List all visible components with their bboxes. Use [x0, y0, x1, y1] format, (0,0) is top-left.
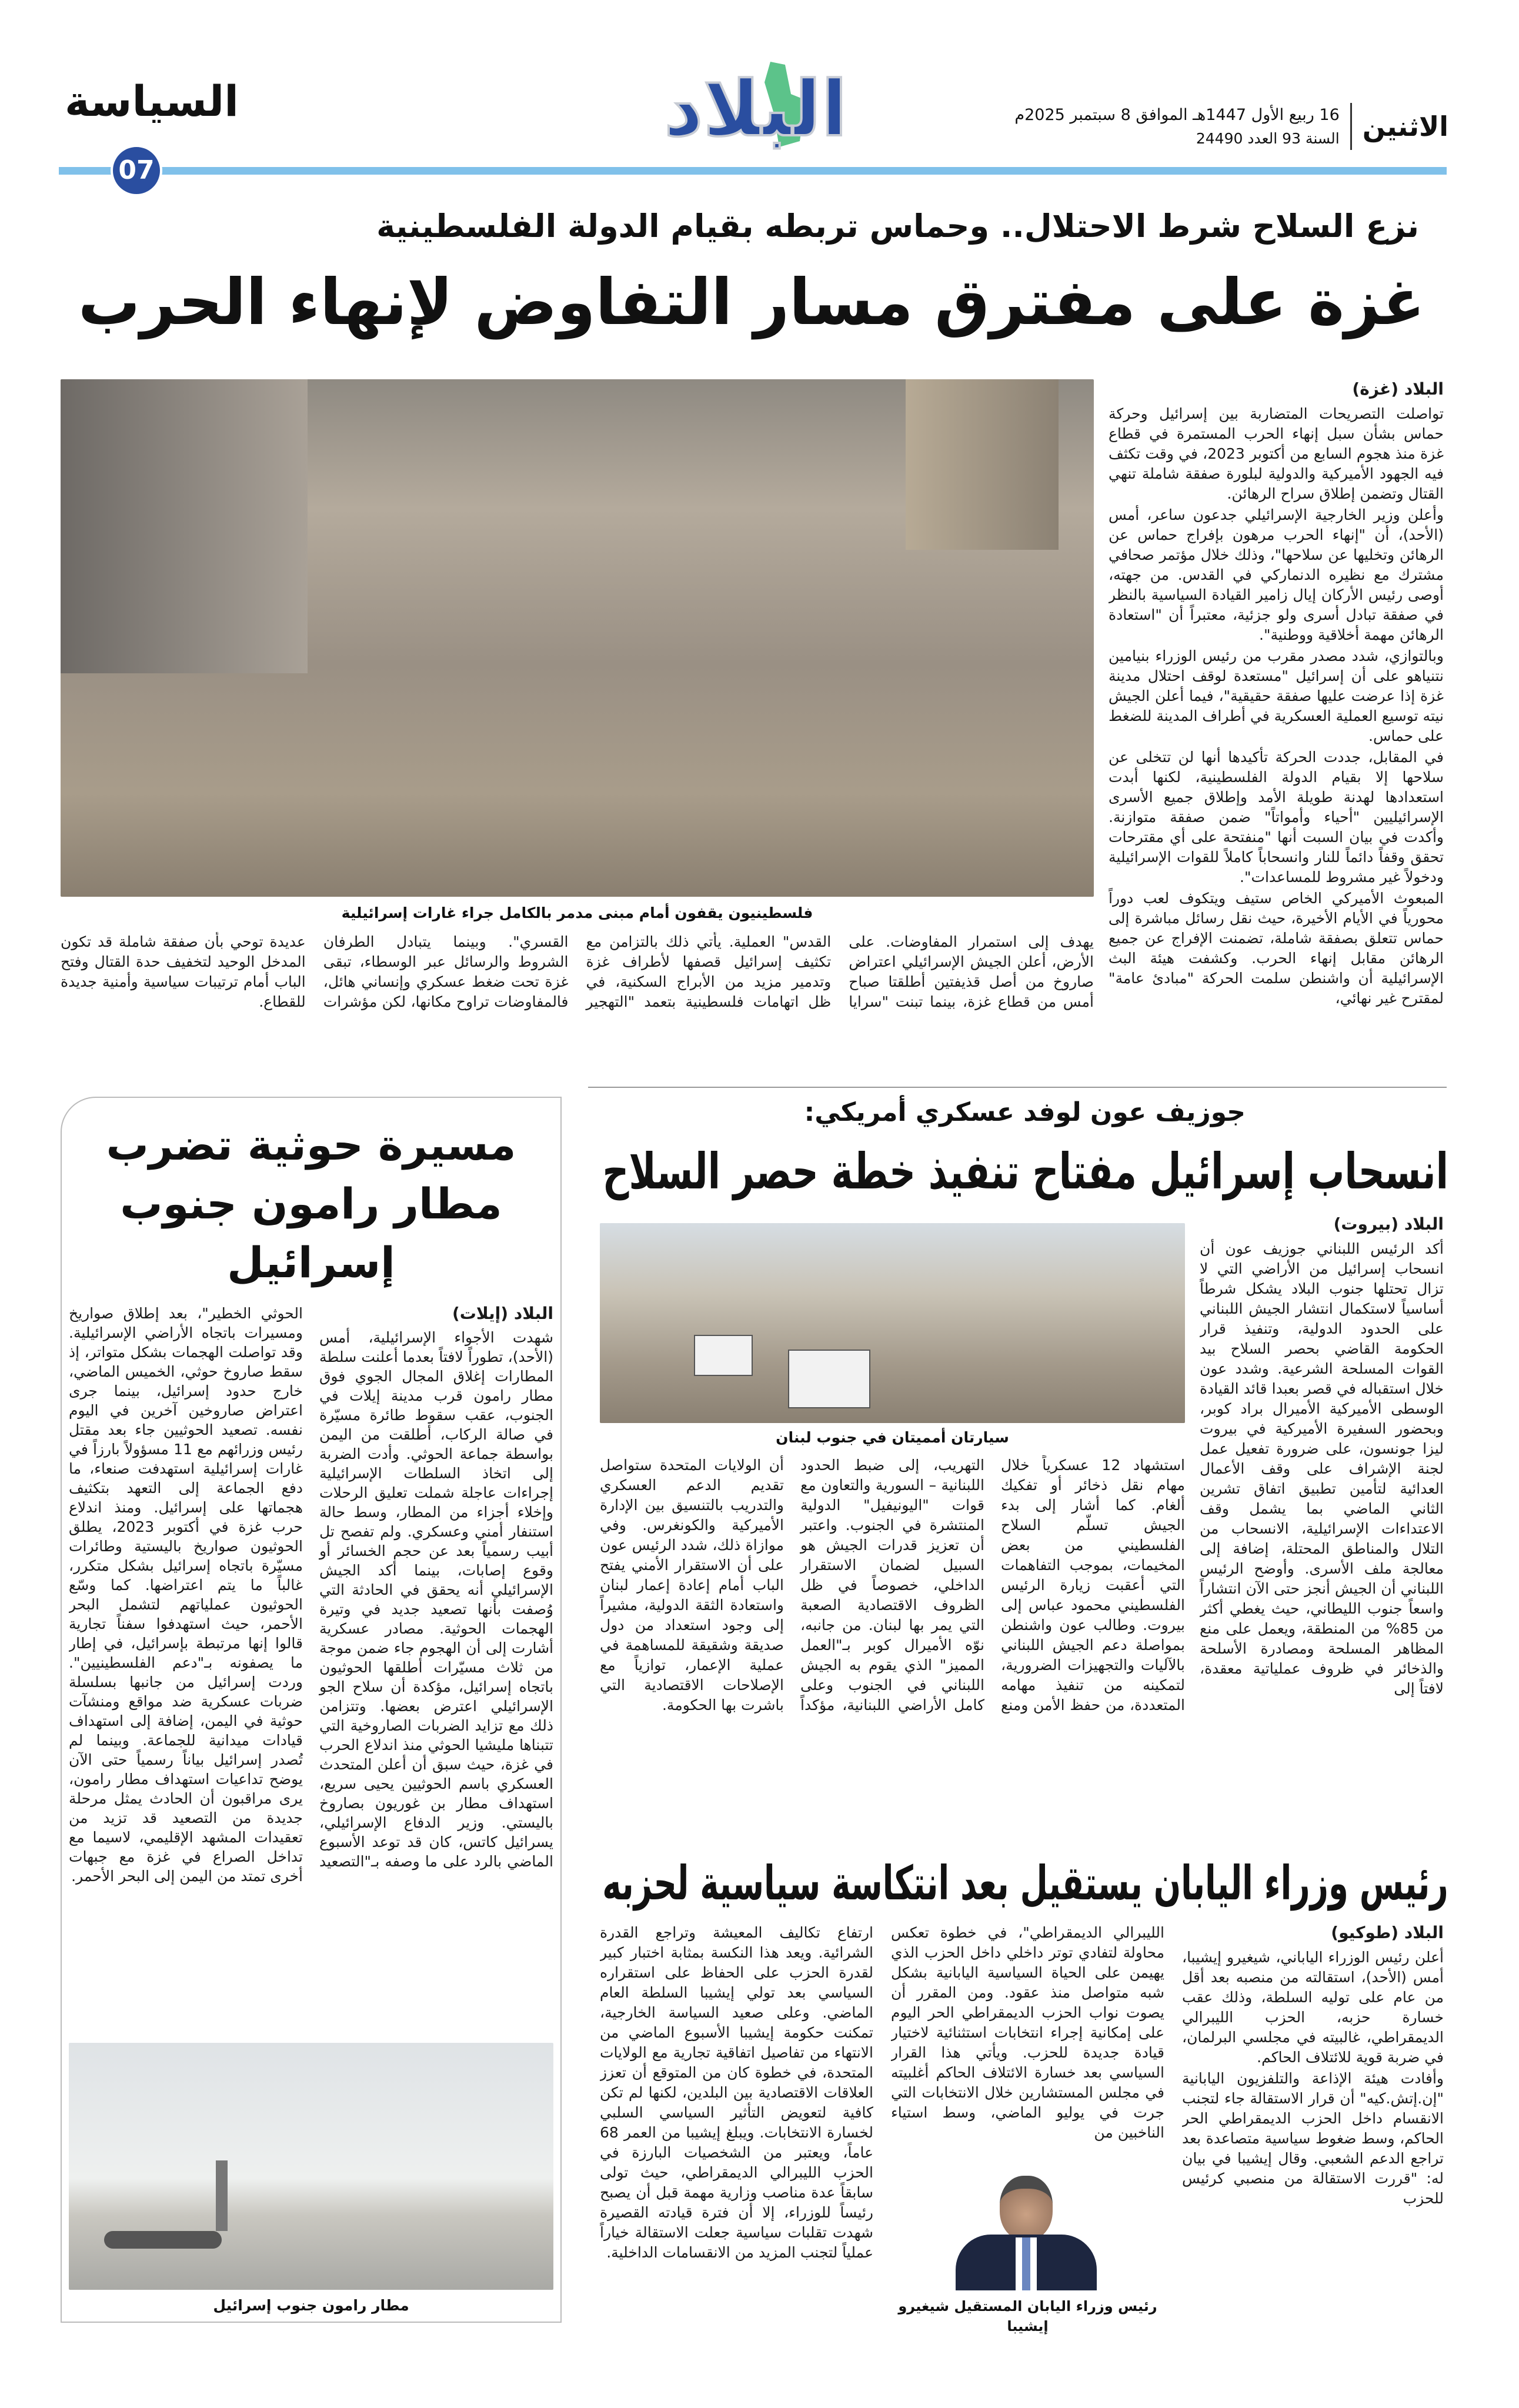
paragraph: وأعلن وزير الخارجية الإسرائيلي جدعون ساعر، أمس (الأحد)، أن "إنهاء الحرب مرهون بإفراج حماس عن الرهائن وتخليها عن سلاحها"، وذلك خلال مؤتمر صحافي مشترك مع نظيره الدنماركي في القدس. من جهته، أوصى رئيس الأركان إيال زامير القيادة السياسية بالنظر في صفقة تبادل أسرى ولو جزئية، معتبراً أن "استعادة الرهائن مهمة أخلاقية ووطنية". [1109, 506, 1444, 643]
gaza-kicker [82, 206, 1419, 247]
lebanon-headline-text: انسحاب إسرائيل مفتاح تنفيذ خطة حصر السلاح [602, 1143, 1448, 1200]
shirt-tie [1016, 2237, 1037, 2290]
ishiba-photo [891, 2176, 1164, 2290]
issue-info [1014, 103, 1448, 150]
paragraph: وبالتوازي، شدد مصدر مقرب من رئيس الوزراء بنيامين نتنياهو على أن إسرائيل "مستعدة لوقف احتلال مدينة غزة إذا عرضت عليها صفقة حقيقية"، فيما أعلن الجيش نيته توسيع العملية العسكرية في أطراف المدينة للضغط على حماس. [1109, 647, 1444, 744]
lebanon-byline: البلاد (بيروت) [1333, 1214, 1444, 1234]
lebanon-kicker: جوزيف عون لوفد عسكري أمريكي: [804, 1097, 1246, 1127]
houthi-byline: البلاد (إيلات) [452, 1304, 553, 1323]
page-number: 07 [118, 155, 155, 185]
lebanon-article-body [1200, 1214, 1444, 1835]
header-rule [59, 167, 1447, 175]
control-tower [216, 2160, 228, 2231]
lebanon-text: أكد الرئيس اللبناني جوزيف عون أن انسحاب إسرائيل من الأراضي التي لا تزال تحتلها جنوب البلاد يشكل شرطاً أساسياً لاستكمال انتشار الجيش اللبناني على الحدود الدولية، وتنفيذ قرار الحكومة القاضي بحصر السلاح بيد القوات المسلحة الشرعية. وشدد عون خلال استقباله في قصر بعبدا قائد القيادة الوسطى الأميركية الأميرال براد كوبر، وبحضور السفيرة الأميركية في بيروت ليزا جونسون، على ضرورة تفعيل عمل لجنة الإشراف على وقف الأعمال العدائية لتأمين تطبيق اتفاق تشرين الثاني الماضي بما يشمل وقف الاعتداءات الإسرائيلية، الانسحاب من التلال والمناطق المحتلة، إضافة إلى معالجة ملف الأسرى. وأوضح الرئيس اللبناني أن الجيش أنجز حتى الآن انتشاراً واسعاً جنوب الليطاني، حيث يغطي أكثر من 85% من المنطقة، ويعمل على منع المظاهر المسلحة ومصادرة الأسلحة والذخائر في ظروف عملياتية معقدة، لافتاً إلى [1200, 1240, 1444, 1697]
section-title: السياسة [65, 76, 239, 126]
gaza-rubble-photo [61, 379, 1094, 897]
aircraft [104, 2231, 222, 2249]
section-divider [588, 1087, 1447, 1088]
houthi-text: شهدت الأجواء الإسرائيلية، أمس (الأحد)، تطوراً لافتاً بعدما أعلنت سلطة المطارات إغلاق المجال الجوي فوق مطار رامون قرب مدينة إيلات في الجنوب، عقب سقوط طائرة مسيّرة في صالة الركاب، أطلقت من اليمن بواسطة جماعة الحوثي. وأدت الضربة إلى اتخاذ السلطات الإسرائيلية إجراءات عاجلة شملت تعليق الرحلات وإخلاء أجزاء من المطار، وسط حالة استنفار أمني وعسكري. ولم تفصح تل أبيب رسمياً بعد عن حجم الخسائر أو وقوع إصابات، بينما أكد الجيش الإسرائيلي أنه يحقق في الحادثة التي وُصفت بأنها تصعيد جديد في وتيرة الهجمات الحوثية. مصادر عسكرية أشارت إلى أن الهجوم جاء ضمن موجة من ثلاث مسيّرات أطلقها الحوثيون باتجاه إسرائيل، مؤكدة أن سلاح الجو الإسرائيلي اعترض بعضها. وتتزامن ذلك مع تزايد الضربات الصاروخية التي تتبناها مليشيا الحوثي منذ اندلاع الحرب في غزة، حيث سبق أن أعلن المتحدث العسكري باسم الحوثيين يحيى سريع، استهداف مطار بن غوريون بصاروخ باليستي. وزير الدفاع الإسرائيلي، يسرائيل كاتس، كان قد توعد الأسبوع الماضي بالرد على ما وصفه بـ"التصعيد الحوثي الخطير"، بعد إطلاق صواريخ ومسيرات باتجاه الأراضي الإسرائيلية. وقد تواصلت الهجمات بشكل متواتر، إذ سقط صاروخ حوثي، الخميس الماضي، خارج حدود إسرائيل، بينما جرى اعتراض صاروخين آخرين في اليوم نفسه. تصعيد الحوثيين جاء بعد مقتل رئيس وزرائهم مع 11 مسؤولاً بارزاً في غارات إسرائيلية استهدفت صنعاء، ما دفع الجماعة إلى التعهد بتكثيف هجماتها على إسرائيل. ومنذ اندلاع حرب غزة في أكتوبر 2023، يطلق الحوثيون صواريخ باليستية وطائرات مسيّرة باتجاه إسرائيل بشكل متكرر، غالباً ما يتم اعتراضها. كما وسّع الحوثيون عملياتهم لتشمل البحر الأحمر، حيث استهدفوا سفناً تجارية قالوا إنها مرتبطة بإسرائيل، في إطار ما يصفونه بـ"دعم الفلسطينيين". وردت إسرائيل من جانبها بسلسلة ضربات عسكرية ضد مواقع ومنشآت حوثية في اليمن، إضافة إلى استهداف قيادات ميدانية للجماعة. وبينما لم تُصدر إسرائيل بياناً رسمياً حتى الآن يوضح تداعيات استهداف مطار رامون، يرى مراقبون أن الحادث يمثل مرحلة جديدة من التصعيد قد تزيد من تعقيدات المشهد الإقليمي، لاسيما مع تداخل الصراع في غزة مع جبهات أخرى تمتد من اليمن إلى البحر الأحمر. [69, 1305, 553, 1885]
ramon-photo-caption: مطار رامون جنوب إسرائيل [213, 2297, 409, 2314]
japan-column-1 [1182, 1923, 1444, 2323]
paragraph: أعلن رئيس الوزراء الياباني، شيغيرو إيشيبا، أمس (الأحد)، استقالته من منصبه بعد أقل من عام على توليه السلطة، وذلك عقب خسارة حزبه، الحزب الليبرالي الديمقراطي، غالبيته في مجلسي البرلمان، في ضربة قوية للائتلاف الحاكم. [1182, 1949, 1444, 2066]
ruined-building [61, 379, 308, 673]
header-divider [1350, 103, 1352, 150]
un-vehicle [694, 1335, 753, 1376]
japan-headline-text: رئيس وزراء اليابان يستقيل بعد انتكاسة سياسية لحزبه [602, 1856, 1448, 1911]
paragraph: تواصلت التصريحات المتضاربة بين إسرائيل وحركة حماس بشأن سبل إنهاء الحرب المستمرة في قطاع غزة منذ هجوم السابع من أكتوبر 2023، في وقت تكثف فيه الجهود الأميركية والدولية لبلورة صفقة شاملة تنهي القتال وتضمن إطلاق سراح الرهائن. [1109, 405, 1444, 502]
newspaper-logo [653, 59, 859, 159]
paragraph: المبعوث الأميركي الخاص ستيف ويتكوف لعب دوراً محورياً في الأيام الأخيرة، حيث نقل رسائل مباشرة إلى حماس تتعلق بصفقة شاملة، تضمنت الإفراج عن جميع الرهائن مقابل إنهاء الحرب. وكشفت هيئة البث الإسرائيلية أن واشنطن سلمت الحركة "مبادئ عامة" لمقترح غير نهائي، [1109, 890, 1444, 1007]
ramon-airport-photo [69, 2043, 553, 2290]
lebanon-photo-caption: سيارتان أمميتان في جنوب لبنان [776, 1429, 1009, 1446]
lebanon-article-continued: استشهاد 12 عسكرياً خلال مهام نقل ذخائر أو تفكيك ألغام. كما أشار إلى بدء الجيش تسلّم السلاح الفلسطيني من بعض المخيمات، بموجب التفاهمات التي أعقبت زيارة الرئيس الفلسطيني محمود عباس إلى بيروت. وطالب عون واشنطن بمواصلة دعم الجيش اللبناني بالآليات والتجهيزات الضرورية، لتمكينه من تنفيذ مهامه المتعددة، من حفظ الأمن ومنع التهريب، إلى ضبط الحدود اللبنانية – السورية والتعاون مع قوات "اليونيفيل" الدولية المنتشرة في الجنوب. واعتبر أن تعزيز قدرات الجيش هو السبيل لضمان الاستقرار الداخلي، خصوصاً في ظل الظروف الاقتصادية الصعبة التي يمر بها لبنان. من جانبه، نوّه الأميرال كوبر بـ"العمل المميز" الذي يقوم به الجيش اللبناني في الجنوب وعلى كامل الأراضي اللبنانية، مؤكداً أن الولايات المتحدة ستواصل تقديم الدعم العسكري والتدريب بالتنسيق بين الإدارة الأميركية والكونغرس. وفي موازاة ذلك، شدد الرئيس عون على أن الاستقرار الأمني يفتح الباب أمام إعادة إعمار لبنان واستعادة الثقة الدولية، مشيراً إلى وجود استعداد من دول صديقة وشقيقة للمساهمة في عملية الإعمار، توازياً مع الإصلاحات الاقتصادية التي باشرت بها الحكومة. [600, 1457, 1185, 1714]
paragraph: في المقابل، جددت الحركة تأكيدها أنها لن تتخلى عن سلاحها إلا بقيام الدولة الفلسطينية، لكنها أبدت استعدادها لهدنة طويلة الأمد وإطلاق جميع الأسرى الإسرائيليين "أحياء وأمواتاً" ضمن صفقة متوازنة. وأكدت في بيان السبت أنها "منفتحة على أي مقترحات تحقق وقفاً دائماً للنار وانسحاباً كاملاً للقوات الإسرائيلية ودخولاً غير مشروط للمساعدات". [1109, 749, 1444, 886]
houthi-headline: مسيرة حوثية تضرب مطار رامون جنوب إسرائيل [106, 1120, 516, 1287]
un-vehicles-photo [600, 1223, 1185, 1423]
gaza-byline: البلاد (غزة) [1352, 379, 1444, 399]
lebanon-headline [594, 1138, 1448, 1205]
gaza-article-continued: يهدف إلى استمرار المفاوضات. على الأرض، أعلن الجيش الإسرائيلي اعتراض صاروخ من أصل قذيفتين أطلقتا صباح أمس من قطاع غزة، بينما تبنت "سرايا القدس" العملية. يأتي ذلك بالتزامن مع تكثيف إسرائيل قصفها لأطراف غزة وتدمير مزيد من الأبراج السكنية، في ظل اتهامات فلسطينية بتعمد "التهجير القسري". وبينما يتبادل الطرفان الشروط والرسائل عبر الوسطاء، تبقى غزة تحت ضغط عسكري وإنساني هائل، فالمفاوضات تراوح مكانها، لكن مؤشرات عديدة توحي بأن صفقة شاملة قد تكون المدخل الوحيد لتخفيف حدة القتال وفتح الباب أمام ترتيبات سياسية وأمنية جديدة للقطاع. [61, 933, 1094, 1010]
issue-number: السنة 93 العدد 24490 [1196, 130, 1340, 147]
logo-text: البلاد [664, 64, 847, 153]
head [1000, 2176, 1053, 2240]
japan-column-2 [891, 1923, 1164, 2170]
issue-date: 16 ربيع الأول 1447هـ الموافق 8 سبتمبر 2025م [1014, 106, 1340, 124]
gaza-article-body [1109, 379, 1444, 1079]
un-vehicle [788, 1350, 870, 1408]
gaza-kicker-text: نزع السلاح شرط الاحتلال.. وحماس تربطه بقيام الدولة الفلسطينية [376, 208, 1419, 245]
paragraph: وأفادت هيئة الإذاعة والتلفزيون اليابانية "إن.إتش.كيه" أن قرار الاستقالة جاء لتجنب الانقسام داخل الحزب الديمقراطي الحر الحاكم، وسط ضغوط سياسية متصاعدة بعد تراجع الدعم الشعبي. وقال إيشيبا في بيان له: "قررت الاستقالة من منصبي كرئيس للحزب [1182, 2070, 1444, 2207]
houthi-article-body [69, 1304, 553, 2035]
japan-column-3: ارتفاع تكاليف المعيشة وتراجع القدرة الشرائية. ويعد هذا النكسة بمثابة اختبار كبير لقدرة الحزب على الحفاظ على استقراره السياسي بعد تولي إيشيبا السلطة العام الماضي. وعلى صعيد السياسة الخارجية، تمكنت حكومة إيشيبا الأسبوع الماضي من الانتهاء من تفاصيل اتفاقية تجارية مع الولايات المتحدة، في خطوة كان من المتوقع أن تعزز العلاقات الاقتصادية بين البلدين، لكنها لم تكن كافية لتعويض التأثير السياسي السلبي لخسارة الانتخابات. ويبلغ إيشيبا من العمر 68 عاماً، ويعتبر من الشخصيات البارزة في الحزب الليبرالي الديمقراطي، حيث تولى سابقاً عدة مناصب وزارية مهمة قبل أن يصبح رئيساً للوزراء، إلا أن فترة قيادته القصيرة شهدت تقلبات سياسية جعلت الاستقالة خياراً عملياً لتجنب المزيد من الانقسامات الداخلية. [600, 1924, 873, 2261]
japan-byline: البلاد (طوكيو) [1331, 1923, 1444, 1942]
weekday: الاثنين [1362, 111, 1448, 142]
gaza-headline [65, 259, 1425, 347]
page-number-badge [111, 145, 162, 196]
ruined-building [906, 379, 1059, 550]
ishiba-photo-caption: رئيس وزراء اليابان المستقيل شيغيرو إيشيبا [898, 2298, 1157, 2334]
gaza-headline-text: غزة على مفترق مسار التفاوض لإنهاء الحرب [78, 266, 1425, 339]
houthi-box [61, 1097, 562, 2323]
gaza-photo-caption: فلسطينيون يقفون أمام مبنى مدمر بالكامل جراء غارات إسرائيلية [341, 904, 813, 921]
japan-headline [594, 1852, 1448, 1914]
japan-col2-text: الليبرالي الديمقراطي"، في خطوة تعكس محاولة لتفادي توتر داخلي داخل الحزب الذي يهيمن على الحياة السياسية اليابانية بشكل شبه متواصل منذ عقود. ومن المقرر أن يصوت نواب الحزب الديمقراطي الحر اليوم على إمكانية إجراء انتخابات استثنائية لاختيار قيادة جديدة للحزب. ويأتي هذا القرار السياسي بعد خسارة الائتلاف الحاكم أغلبيته في مجلس المستشارين خلال الانتخابات التي جرت في يوليو الماضي، وسط استياء الناخبين من [891, 1924, 1164, 2141]
